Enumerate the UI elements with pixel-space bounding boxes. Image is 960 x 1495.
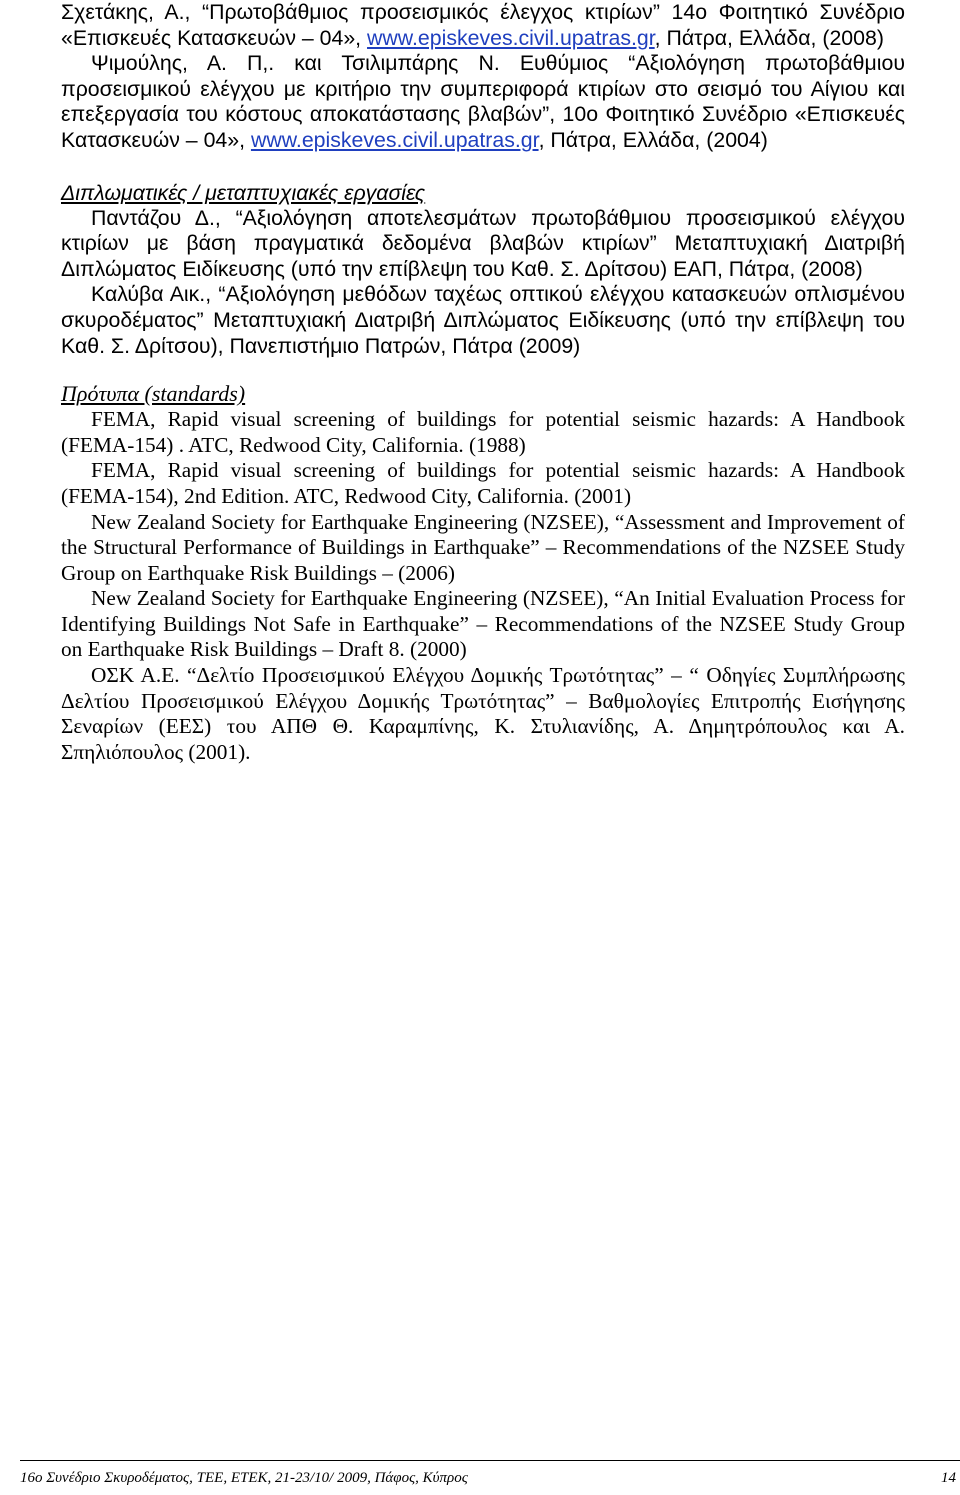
reference-text: , Πάτρα, Ελλάδα, (2004) <box>538 127 768 152</box>
reference-text: , Πάτρα, Ελλάδα, (2008) <box>654 25 884 50</box>
reference-link[interactable]: www.episkeves.civil.upatras.gr <box>367 25 655 50</box>
page-footer <box>20 1460 960 1490</box>
footer-conference: 16ο Συνέδριο Σκυροδέματος, ΤΕΕ, ΕΤΕΚ, 21-23/10/ 2009, Πάφος, Κύπρος <box>20 1470 468 1486</box>
standard-osk-2001: ΟΣΚ Α.Ε. “Δελτίο Προσεισμικού Ελέγχου Δομικής Τρωτότητας” – “ Οδηγίες Συμπλήρωσης Δελτίου Προσεισμικού Ελέγχου Δομικής Τρωτότητας” – Βαθμολογίες Επιτροπής Εισήγησης Σεναρίων (ΕΕΣ) του ΑΠΘ Θ. Καραμπίνης, Κ. Στυλιανίδης, Α. Δημητρόπουλος και Α. Σπηλιόπουλος (2001). <box>61 663 905 764</box>
thesis-kalyva: Καλύβα Αικ., “Αξιολόγηση μεθόδων ταχέως οπτικού ελέγχου κατασκευών οπλισμένου σκυροδέματος” Μεταπτυχιακή Διατριβή Διπλώματος Ειδίκευσης (υπό την επίβλεψη του Καθ. Σ. Δρίτσου), Πανεπιστήμιο Πατρών, Πάτρα (2009) <box>61 282 905 358</box>
reference-text: Σχετάκης, Α., “Πρωτοβάθμιος προσεισμικός έλεγχος κτιρίων” 14ο Φοιτητικό Συνέδριο «Επισκευές Κατασκευών – 04», <box>61 0 905 50</box>
reference-link[interactable]: www.episkeves.civil.upatras.gr <box>250 127 539 152</box>
reference-schetakis <box>61 0 905 51</box>
footer-divider <box>20 1460 960 1461</box>
standard-nzsee-2006: New Zealand Society for Earthquake Engineering (NZSEE), “Assessment and Improvement of the Structural Performance of Buildings in Earthquake” – Recommendations of the NZSEE Study Group on Earthquake Risk Buildings – (2006) <box>61 509 905 585</box>
reference-text: Ψιμούλης, Α. Π,. και Τσιλιμπάρης Ν. Ευθύμιος “Αξιολόγηση πρωτοβάθμιου προσεισμικού ελέγχου με κριτήριο την συμπεριφορά κτιρίων στο σεισμό του Αίγιου και επεξεργασία του κόστους αποκατάστασης βλαβών”, 10ο Φοιτητικό Συνέδριο «Επισκευές Κατασκευών – 04», <box>61 51 905 152</box>
standard-fema-2001: FEMA, Rapid visual screening of buildings for potential seismic hazards: A Handbook (FEMA-154), 2nd Edition. ATC, Redwood City, California. (2001) <box>61 458 905 508</box>
reference-psimoulis <box>61 51 905 153</box>
spacer <box>61 154 905 180</box>
spacer <box>61 359 905 381</box>
standard-nzsee-2000: New Zealand Society for Earthquake Engineering (NZSEE), “An Initial Evaluation Process for Identifying Buildings Not Safe in Earthquake” – Recommendations of the NZSEE Study Group on Earthquake Risk Buildings – Draft 8. (2000) <box>61 586 905 662</box>
thesis-pantazou: Παντάζου Δ., “Αξιολόγηση αποτελεσμάτων πρωτοβάθμιου προσεισμικού ελέγχου κτιρίων με βάση πραγματικά δεδομένα βλαβών κτιρίων” Μεταπτυχιακή Διατριβή Διπλώματος Ειδίκευσης (υπό την επίβλεψη του Καθ. Σ. Δρίτσου) ΕΑΠ, Πάτρα, (2008) <box>61 205 905 281</box>
footer-page-number: 14 <box>941 1470 956 1486</box>
section-heading-standards: Πρότυπα (standards) <box>61 381 246 407</box>
standard-fema-1988: FEMA, Rapid visual screening of buildings for potential seismic hazards: A Handbook (FEMA-154) . ATC, Redwood City, California. (1988) <box>61 407 905 457</box>
section-heading-theses: Διπλωματικές / μεταπτυχιακές εργασίες <box>61 180 426 205</box>
page-content <box>61 0 905 765</box>
